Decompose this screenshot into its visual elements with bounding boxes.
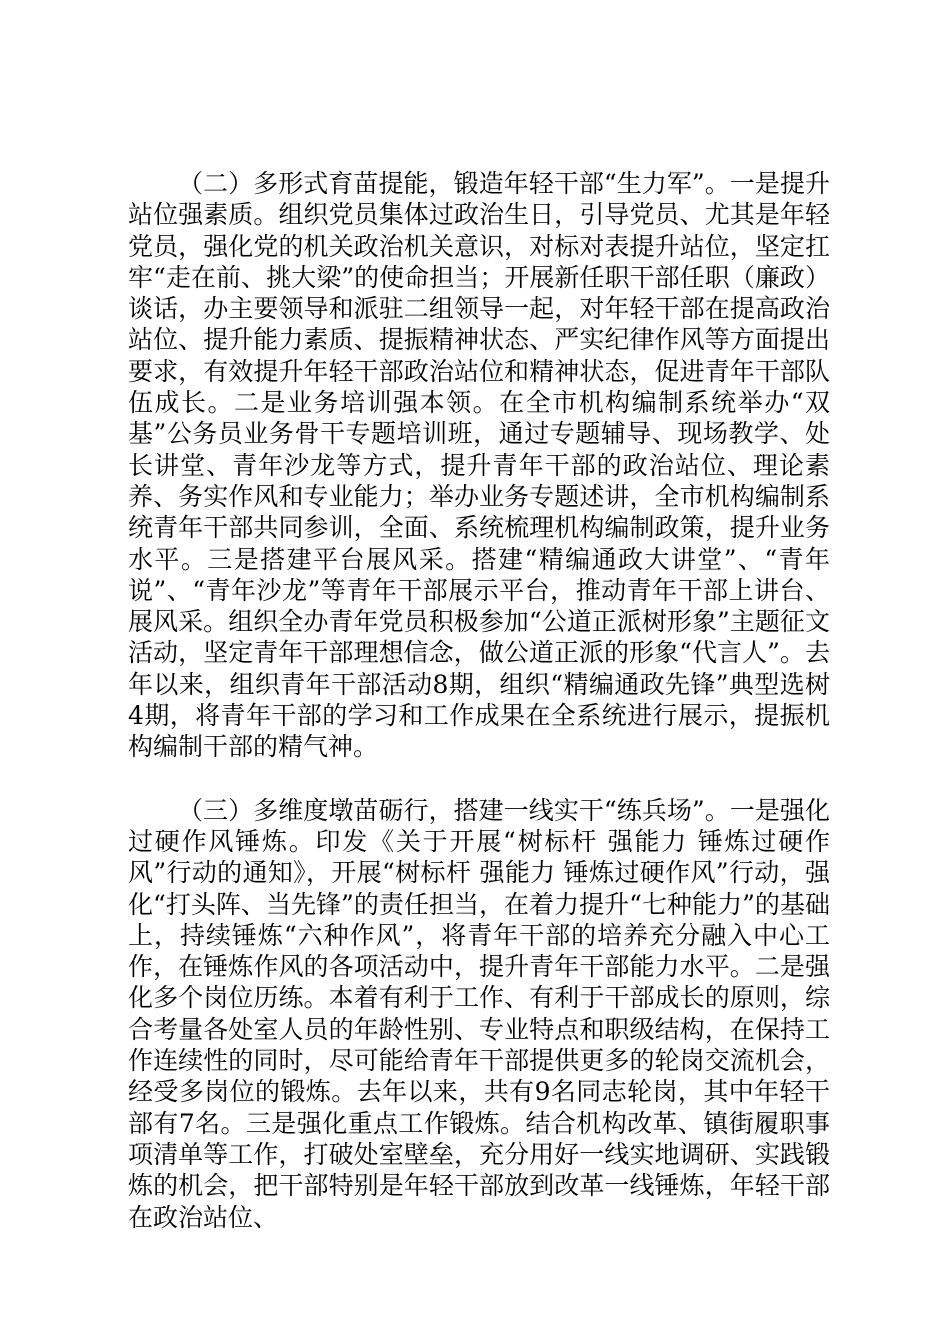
paragraph-section-three: （三）多维度墩苗砺行，搭建一线实干“练兵场”。一是强化过硬作风锤炼。印发《关于开展“树标杆 强能力 锤炼过硬作风”行动的通知》，开展“树标杆 强能力 锤炼过硬作风”行动，强化“打头阵、当先锋”的责任担当，在着力提升“七种能力”的基础上，持续锤炼“六种作风”，将青年干部的培养充分融入中心工作，在锤炼作风的各项活动中，提升青年干部能力水平。二是强化多个岗位历练。本着有利于工作、有利于干部成长的原则，综合考量各处室人员的年龄性别、专业特点和职级结构，在保持工作连续性的同时，尽可能给青年干部提供更多的轮岗交流机会，经受多岗位的锻炼。去年以来，共有9名同志轮岗，其中年轻干部有7名。三是强化重点工作锻炼。结合机构改革、镇街履职事项清单等工作，打破处室壁垒，充分用好一线实地调研、实践锻炼的机会，把干部特别是年轻干部放到改革一线锤炼，年轻干部在政治站位、	[128, 795, 830, 1232]
paragraph-section-two: （二）多形式育苗提能，锻造年轻干部“生力军”。一是提升站位强素质。组织党员集体过政治生日，引导党员、尤其是年轻党员，强化党的机关政治机关意识，对标对表提升站位，坚定扛牢“走在前、挑大梁”的使命担当；开展新任职干部任职（廉政）谈话，办主要领导和派驻二组领导一起，对年轻干部在提高政治站位、提升能力素质、提振精神状态、严实纪律作风等方面提出要求，有效提升年轻干部政治站位和精神状态，促进青年干部队伍成长。二是业务培训强本领。在全市机构编制系统举办“双基”公务员业务骨干专题培训班，通过专题辅导、现场教学、处长讲堂、青年沙龙等方式，提升青年干部的政治站位、理论素养、务实作风和专业能力；举办业务专题述讲，全市机构编制系统青年干部共同参训，全面、系统梳理机构编制政策，提升业务水平。三是搭建平台展风采。搭建“精编通政大讲堂”、“青年说”、“青年沙龙”等青年干部展示平台，推动青年干部上讲台、展风采。组织全办青年党员积极参加“公道正派树形象”主题征文活动，坚定青年干部理想信念，做公道正派的形象“代言人”。去年以来，组织青年干部活动8期，组织“精编通政先锋”典型选树4期，将青年干部的学习和工作成果在全系统进行展示，提振机构编制干部的精气神。	[128, 169, 830, 762]
document-body	[128, 168, 830, 1233]
